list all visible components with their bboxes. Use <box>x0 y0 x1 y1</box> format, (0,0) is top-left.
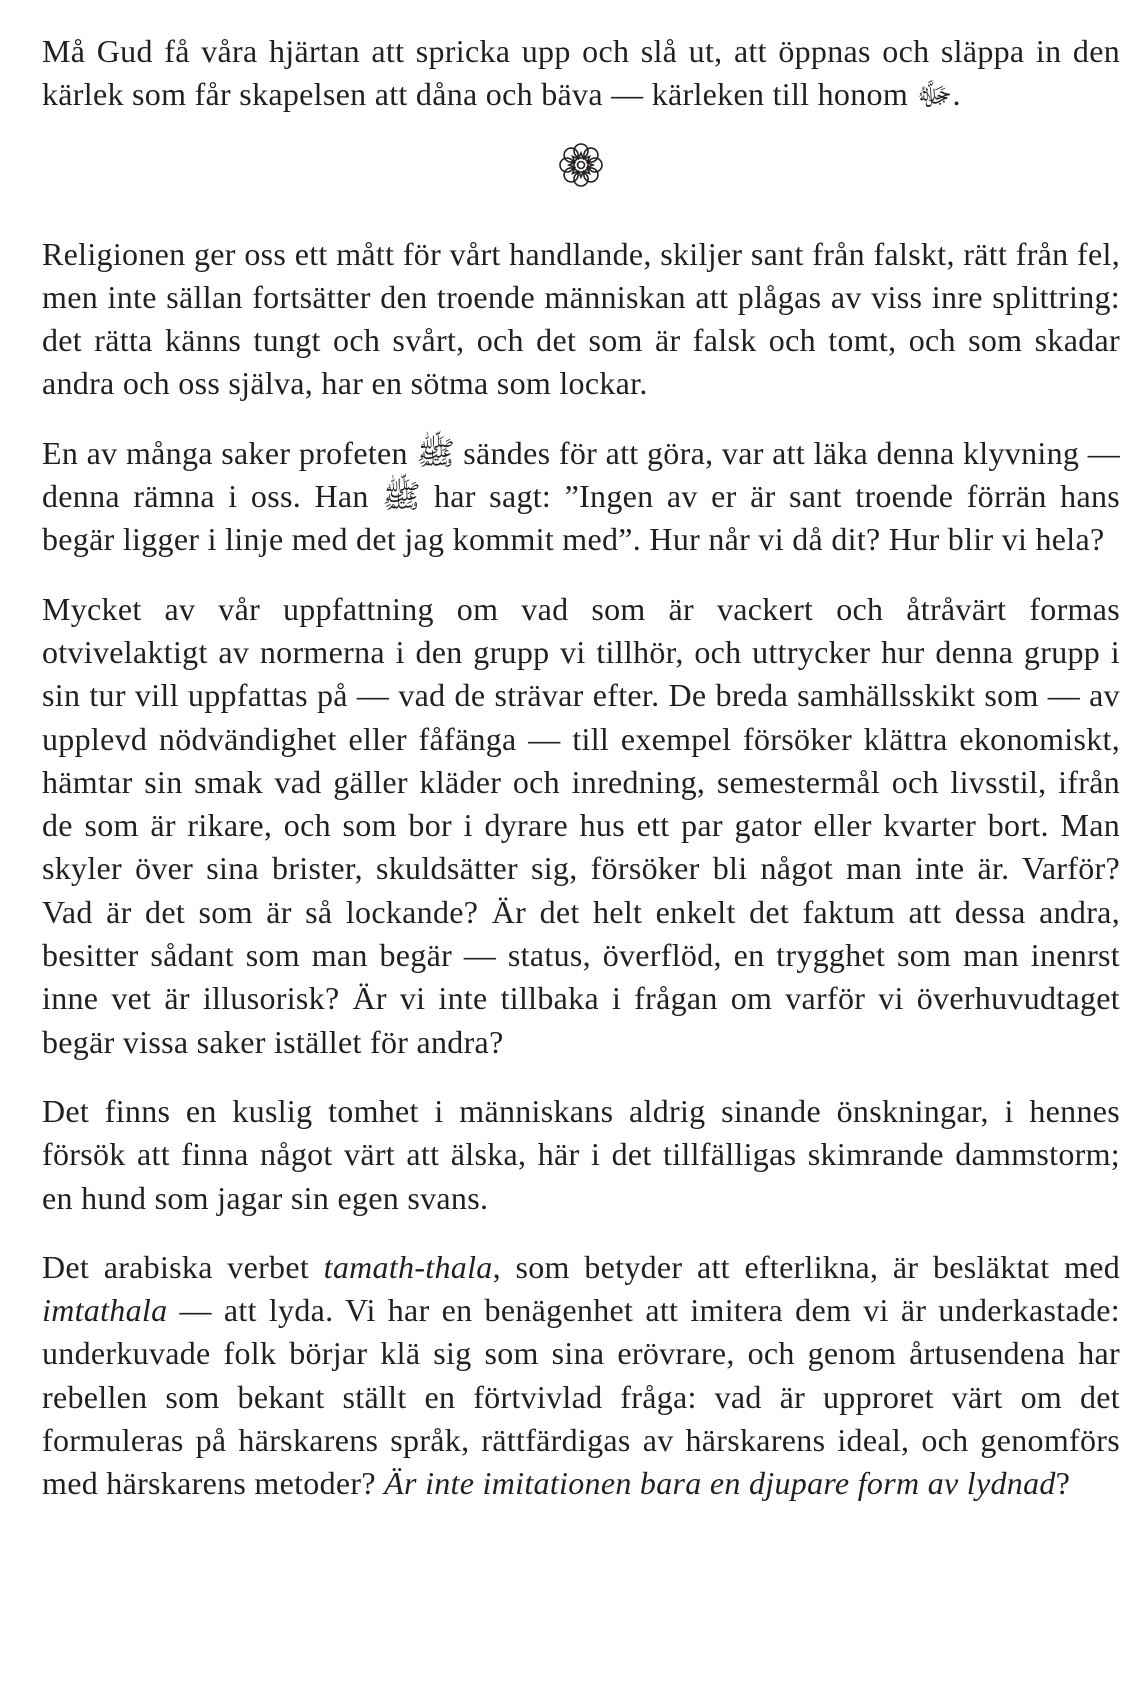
paragraph-text: Religionen ger oss ett mått för vårt handlande, skiljer sant från falskt, rätt från fel, men inte sällan fortsätter den troende människan att plågas av viss inre splittring: det rätta känns tungt och svårt, och det som är falsk och tomt, och som skadar andra och oss själva, har en sötma som lockar. <box>42 235 1120 402</box>
geometric-rosette-icon <box>553 137 609 193</box>
paragraph-text: — att lyda. Vi har en benägenhet att imitera dem vi är underkastade: underkuvade folk börjar klä sig som sina erövrare, och genom årtusendena har rebellen som bekant ställt en förtvivlad fråga: vad är upproret värt om det formuleras på härskarens språk, rättfärdigas av härskarens ideal, och genomförs med härskarens metoder? <box>42 1292 1120 1502</box>
paragraph <box>42 30 1120 117</box>
paragraph <box>42 233 1120 406</box>
paragraph <box>42 1090 1120 1220</box>
paragraph-text: , som betyder att efterlikna, är besläktat med <box>492 1248 1121 1285</box>
paragraph-text: Det finns en kuslig tomhet i människans aldrig sinande önskningar, i hennes försök att finna något värt att älska, här i det tillfälligas skimrande dammstorm; en hund som jagar sin egen svans. <box>42 1092 1120 1216</box>
emphasized-question: Är inte imitationen bara en djupare form av lydnad <box>384 1465 1056 1502</box>
arabic-term: tamath-thala <box>323 1248 493 1285</box>
paragraph <box>42 432 1120 562</box>
paragraph-text: Må Gud få våra hjärtan att spricka upp och slå ut, att öppnas och släppa in den kärlek som får skapelsen att dåna och bäva — kärleken till honom ﷻ. <box>42 33 1120 113</box>
paragraph-text: Det arabiska verbet <box>42 1248 324 1285</box>
paragraph-text: ? <box>1055 1465 1071 1502</box>
arabic-term: imtathala <box>42 1292 168 1329</box>
document-page <box>42 30 1120 1532</box>
paragraph <box>42 1246 1120 1506</box>
paragraph <box>42 588 1120 1064</box>
paragraph-text: Mycket av vår uppfattning om vad som är vackert och åtråvärt formas otvivelaktigt av normerna i den grupp vi tillhör, och uttrycker hur denna grupp i sin tur vill uppfattas på — vad de strävar efter. De breda samhällsskikt som — av upplevd nödvändighet eller fåfänga — till exempel försöker klättra ekonomiskt, hämtar sin smak vad gäller kläder och inredning, semestermål och livsstil, ifrån de som är rikare, och som bor i dyrare hus ett par gator eller kvarter bort. Man skyler över sina brister, skuldsätter sig, försöker bli något man inte är. Varför? Vad är det som är så lockande? Är det helt enkelt det faktum att dessa andra, besitter sådant som man begär — status, överflöd, en trygghet som man inenrst inne vet är illusorisk? Är vi inte tillbaka i frågan om varför vi överhuvudtaget begär vissa saker istället för andra? <box>42 590 1120 1060</box>
paragraph-text: En av många saker profeten ﷺ sändes för att göra, var att läka denna klyvning — denna rämna i oss. Han ﷺ har sagt: ”Ingen av er är sant troende förrän hans begär ligger i linje med det jag kommit med”. Hur når vi då dit? Hur blir vi hela? <box>42 434 1121 558</box>
